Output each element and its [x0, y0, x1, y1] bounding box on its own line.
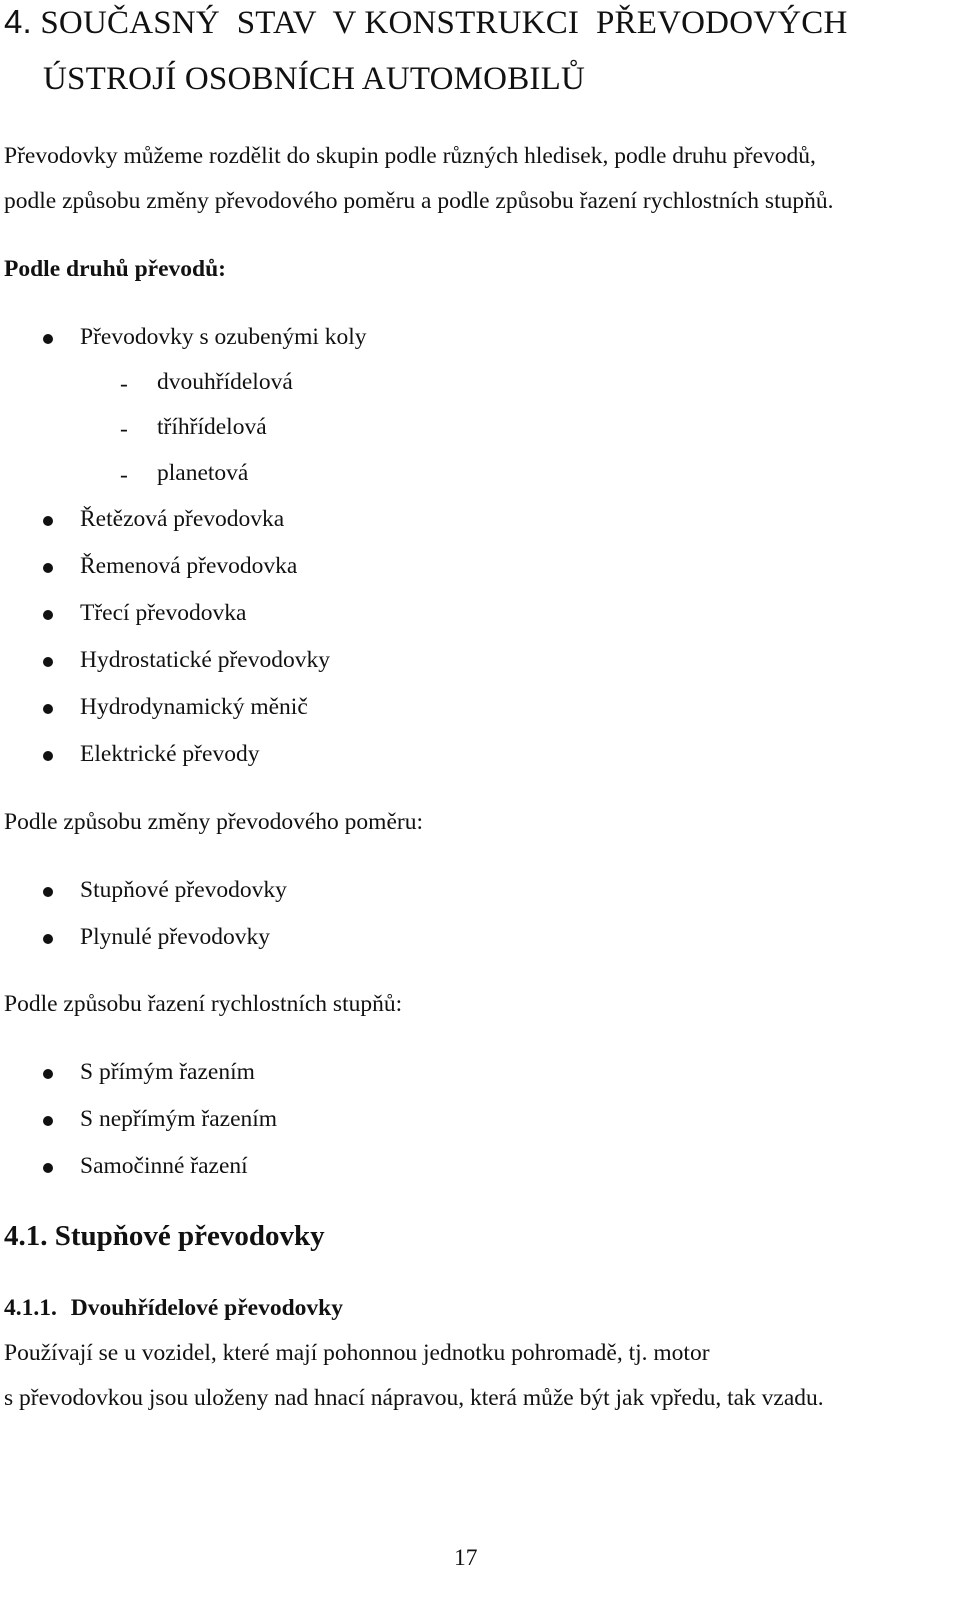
intro-line-1: Převodovky můžeme rozdělit do skupin podle různých hledisek, podle druhu převodů, [4, 143, 816, 169]
list-item: Hydrodynamický měnič [80, 694, 308, 720]
bullet-icon [43, 657, 53, 667]
chapter-title-line1 [4, 5, 848, 40]
bullet-icon [43, 516, 53, 526]
list-item: S přímým řazením [80, 1059, 255, 1085]
list-item: Třecí převodovka [80, 600, 247, 626]
chapter-title-text: SOUČASNÝ STAV V KONSTRUKCI PŘEVODOVÝCH [40, 5, 848, 41]
list-item: S nepřímým řazením [80, 1106, 278, 1132]
bullet-icon [43, 751, 53, 761]
bullet-icon [43, 1069, 53, 1079]
sub-list-item: dvouhřídelová [157, 369, 293, 395]
by-ratio-heading: Podle způsobu změny převodového poměru: [4, 809, 423, 835]
list-item: Stupňové převodovky [80, 877, 287, 903]
by-type-heading: Podle druhů převodů: [4, 256, 226, 282]
bullet-icon [43, 1116, 53, 1126]
list-item: Samočinné řazení [80, 1153, 248, 1179]
bullet-icon [43, 934, 53, 944]
list-item: Řemenová převodovka [80, 553, 298, 579]
list-item: Elektrické převody [80, 741, 260, 767]
sub-list-item: tříhřídelová [157, 414, 267, 440]
dash-marker: - [120, 416, 128, 442]
chapter-title-line2: ÚSTROJÍ OSOBNÍCH AUTOMOBILŮ [43, 61, 586, 97]
dash-marker: - [120, 371, 128, 397]
subsection-title-text: Dvouhřídelové převodovky [70, 1295, 343, 1321]
list-item: Plynulé převodovky [80, 924, 270, 950]
list-item: Hydrostatické převodovky [80, 647, 330, 673]
subsection-title [4, 1297, 343, 1321]
bullet-icon [43, 334, 53, 344]
list-item: Řetězová převodovka [80, 506, 285, 532]
intro-line-2: podle způsobu změny převodového poměru a podle způsobu řazení rychlostních stupňů. [4, 188, 834, 214]
chapter-number: 4. [4, 3, 32, 40]
subsection-line-2: s převodovkou jsou uloženy nad hnací nápravou, která může být jak vpředu, tak vzadu. [4, 1385, 824, 1411]
section-title: 4.1. Stupňové převodovky [4, 1220, 325, 1252]
subsection-number: 4.1.1. [4, 1295, 57, 1321]
sub-list-item: planetová [157, 460, 249, 486]
list-item: Převodovky s ozubenými koly [80, 324, 367, 350]
bullet-icon [43, 563, 53, 573]
bullet-icon [43, 610, 53, 620]
dash-marker: - [120, 462, 128, 488]
bullet-icon [43, 1163, 53, 1173]
bullet-icon [43, 704, 53, 714]
page-number: 17 [454, 1545, 478, 1571]
by-shifting-heading: Podle způsobu řazení rychlostních stupňů: [4, 991, 403, 1017]
bullet-icon [43, 887, 53, 897]
subsection-line-1: Používají se u vozidel, které mají pohonnou jednotku pohromadě, tj. motor [4, 1340, 710, 1366]
